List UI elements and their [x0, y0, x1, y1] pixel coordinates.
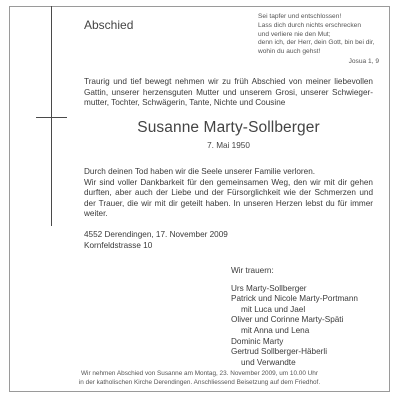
mourner-name: mit Luca und Jael [241, 304, 306, 314]
farewell-line: Durch deinen Tod haben wir die Seele unserer Familie verloren. [84, 167, 316, 176]
bible-verse [258, 13, 382, 67]
mourner-name: mit Anna und Lena [241, 325, 310, 335]
mourner-name: und Verwandte [241, 357, 296, 367]
farewell-line: der Trauer, die wir mit dir geteilt haben. In unseren Herzen lebst du für immer [84, 198, 373, 208]
place-and-address [84, 230, 228, 251]
verse-reference: Josua 1, 9 [348, 57, 379, 65]
service-info [12, 370, 387, 387]
verse-line: Sei tapfer und entschlossen! [258, 13, 342, 20]
verse-line: Lass dich durch nichts erschrecken [258, 21, 361, 29]
service-info-line: Wir nehmen Abschied von Susanne am Montag, 23. November 2009, um 10.00 Uhr [81, 370, 318, 377]
farewell-line: weiter. [84, 209, 108, 219]
mourners-list [231, 266, 358, 368]
intro-paragraph [84, 77, 373, 109]
intro-line: Gattin, unserer herzensguten Mutter und unserem Grosi, unserer Schwieger- [84, 87, 373, 97]
mourner-name: Gertrud Sollberger-Häberli [231, 347, 328, 357]
header-title: Abschied [84, 18, 134, 32]
mourner-name: Patrick und Nicole Marty-Portmann [231, 294, 358, 304]
cross-horizontal-bar [36, 117, 67, 118]
farewell-paragraph [84, 167, 373, 220]
mourner-name: Urs Marty-Sollberger [231, 283, 307, 293]
intro-line: mutter, Tochter, Schwägerin, Tante, Nichte und Cousine [84, 98, 286, 108]
farewell-line: Wir sind voller Dankbarkeit für den gemeinsamen Weg, den wir mit dir gehen [84, 177, 373, 187]
farewell-line: durften, aber auch der Liebe und der Fürsorglichkeit wie der Schmerzen und [84, 188, 373, 198]
cross-vertical-bar [51, 6, 52, 226]
mourner-name: Oliver und Corinne Marty-Späti [231, 315, 344, 325]
mourner-name: Dominic Marty [231, 336, 284, 346]
street-address: Kornfeldstrasse 10 [84, 240, 153, 250]
verse-line: und verliere nie den Mut; [258, 30, 331, 38]
intro-line: Traurig und tief bewegt nehmen wir zu früh Abschied von meiner liebevollen [84, 77, 373, 86]
city-date: 4552 Derendingen, 17. November 2009 [84, 230, 228, 239]
birth-date: 7. Mai 1950 [207, 141, 250, 150]
deceased-name: Susanne Marty-Sollberger [137, 119, 320, 136]
verse-line: denn ich, der Herr, dein Gott, bin bei dir, [258, 39, 375, 47]
verse-line: wohin du auch gehst! [258, 48, 321, 56]
service-info-line: in der katholischen Kirche Derendingen. Anschliessend Beisetzung auf dem Friedhof. [78, 378, 321, 386]
mourners-heading: Wir trauern: [231, 266, 274, 275]
